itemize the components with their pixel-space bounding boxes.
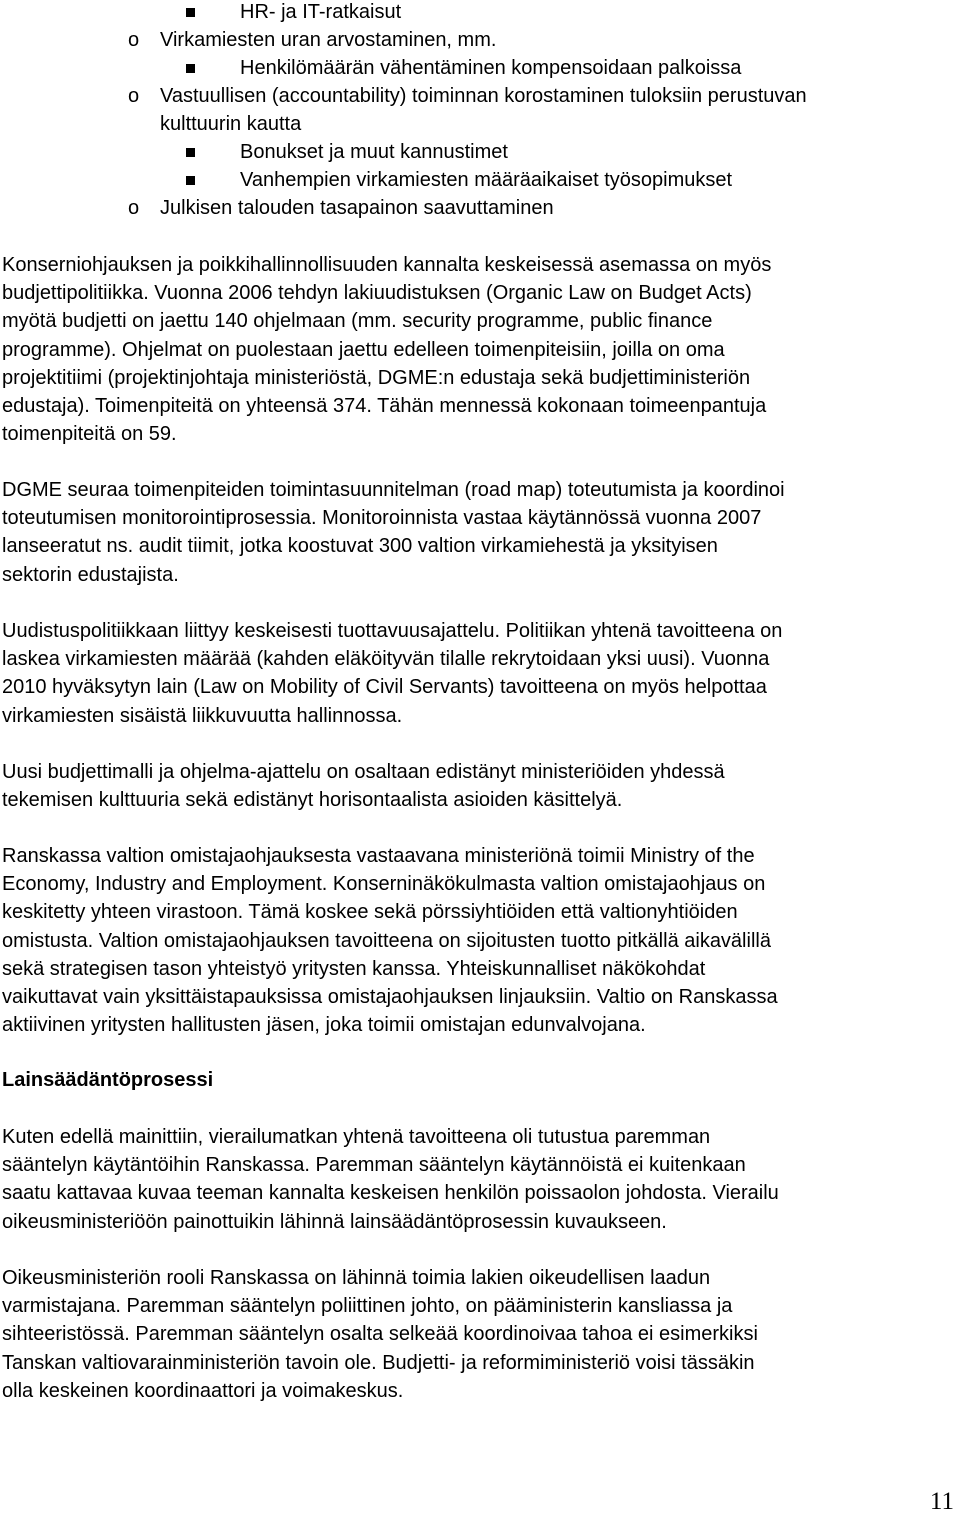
list-item: HR- ja IT-ratkaisut [240,1,402,23]
paragraph-productivity [2,617,960,730]
text-line: aktiivinen yritysten hallitusten jäsen, joka toimii omistajan edunvalvojana. [2,1014,646,1037]
text-line: Kuten edellä mainittiin, vierailumatkan yhtenä tavoitteena oli tutustua paremman [2,1126,711,1148]
circle-bullet-icon: o [128,29,140,51]
list-item: Julkisen talouden tasapainon saavuttaminen [160,197,554,219]
text-line: myötä budjetti on jaettu 140 ohjelmaan (mm. security programme, public finance [2,310,713,333]
paragraph-ownership-steering [2,842,960,1039]
paragraph-ministry-of-justice [2,1264,960,1405]
text-line: tekemisen kulttuuria sekä edistänyt horisontaalista asioiden käsittelyä. [2,789,623,812]
text-line: Ranskassa valtion omistajaohjauksesta vastaavana ministeriönä toimii Ministry of the [2,845,755,867]
text-line: oikeusministeriöön painottuikin lähinnä lainsäädäntöprosessin kuvaukseen. [2,1210,667,1233]
paragraph-dgme-monitoring [2,476,960,589]
text-line: Uudistuspolitiikkaan liittyy keskeisesti tuottavuusajattelu. Politiikan yhtenä tavoitteena on [2,620,783,642]
text-line: lanseeratut ns. audit tiimit, jotka koostuvat 300 valtion virkamiehestä ja yksityisen [2,535,718,558]
text-line: saatu kattavaa kuvaa teeman kannalta keskeisen henkilön poissaolon johdosta. Vierailu [2,1182,779,1205]
text-line: keskitetty yhteen virastoon. Tämä koskee sekä pörssiyhtiöiden että valtionyhtiöiden [2,901,738,924]
text-line: laskea virkamiesten määrää (kahden eläköityvän tilalle rekrytoidaan yksi uusi). Vuonna [2,648,770,671]
text-line: varmistajana. Paremman sääntelyn poliittinen johto, on pääministerin kansliassa ja [2,1295,733,1318]
text-line: projektitiimi (projektinjohtaja ministeriöstä, DGME:n edustaja sekä budjettiministeriön [2,366,751,389]
list-item: Henkilömäärän vähentäminen kompensoidaan palkoissa [240,57,742,79]
list-item: Vastuullisen (accountability) toiminnan korostaminen tuloksiin perustuvan [160,85,807,107]
text-line: edustaja). Toimenpiteitä on yhteensä 374. Tähän mennessä kokonaan toimeenpantuja [2,395,767,418]
text-line: sääntelyn käytäntöihin Ranskassa. Paremman sääntelyn käytännöistä ei kuitenkaan [2,1154,746,1177]
page-number: 11 [929,1488,954,1515]
text-line: sektorin edustajista. [2,563,179,586]
text-line: olla keskeinen koordinaattori ja voimakeskus. [2,1379,404,1402]
text-line: toimenpiteitä on 59. [2,423,177,446]
text-line: Konserniohjauksen ja poikkihallinnollisuuden kannalta keskeisessä asemassa on myös [2,254,772,276]
square-bullet-icon [186,64,195,73]
text-line: Economy, Industry and Employment. Konserninäkökulmasta valtion omistajaohjaus on [2,873,766,896]
circle-bullet-icon: o [128,197,140,219]
paragraph-better-regulation [2,1123,960,1236]
list-item: Vanhempien virkamiesten määräaikaiset työsopimukset [240,169,733,191]
square-bullet-icon [186,8,195,17]
text-line: Tanskan valtiovarainministeriön tavoin ole. Budjetti- ja reformiministeriö voisi tässäkin [2,1351,755,1374]
text-line: omistusta. Valtion omistajaohjauksen tavoitteena on sijoitusten tuotto pitkällä aikavälillä [2,929,771,952]
text-line: 2010 hyväksytyn lain (Law on Mobility of Civil Servants) tavoitteena on myös helpottaa [2,676,767,699]
text-line: toteutumisen monitorointiprosessia. Monitoroinnista vastaa käytännössä vuonna 2007 [2,507,762,530]
text-line: budjettipolitiikka. Vuonna 2006 tehdyn lakiuudistuksen (Organic Law on Budget Acts) [2,282,752,305]
list-item: Virkamiesten uran arvostaminen, mm. [160,29,497,51]
circle-bullet-icon: o [128,85,140,107]
list-item-continuation: kulttuurin kautta [160,113,302,135]
square-bullet-icon [186,176,195,185]
text-line: vaikuttavat vain yksittäistapauksissa omistajaohjauksen linjauksiin. Valtio on Ranskassa [2,986,778,1009]
text-line: sihteeristössä. Paremman sääntelyn osalta selkeää koordinoivaa tahoa ei esimerkiksi [2,1323,758,1346]
paragraph-budget-model [2,758,960,814]
text-line: programme). Ohjelmat on puolestaan jaettu edelleen toimenpiteisiin, joilla on oma [2,338,725,361]
list-item: Bonukset ja muut kannustimet [240,141,508,163]
paragraph-budget-policy [2,251,960,448]
text-line: virkamiesten sisäistä liikkuvuutta hallinnossa. [2,704,403,727]
text-line: sekä strategisen tason yhteistyö yritysten kanssa. Yhteiskunnalliset näkökohdat [2,957,706,980]
text-line: Uusi budjettimalli ja ohjelma-ajattelu on osaltaan edistänyt ministeriöiden yhdessä [2,761,725,783]
text-line: Oikeusministeriön rooli Ranskassa on lähinnä toimia lakien oikeudellisen laadun [2,1267,711,1289]
square-bullet-icon [186,148,195,157]
section-heading: Lainsäädäntöprosessi [2,1069,214,1091]
text-line: DGME seuraa toimenpiteiden toimintasuunnitelman (road map) toteutumista ja koordinoi [2,479,785,501]
